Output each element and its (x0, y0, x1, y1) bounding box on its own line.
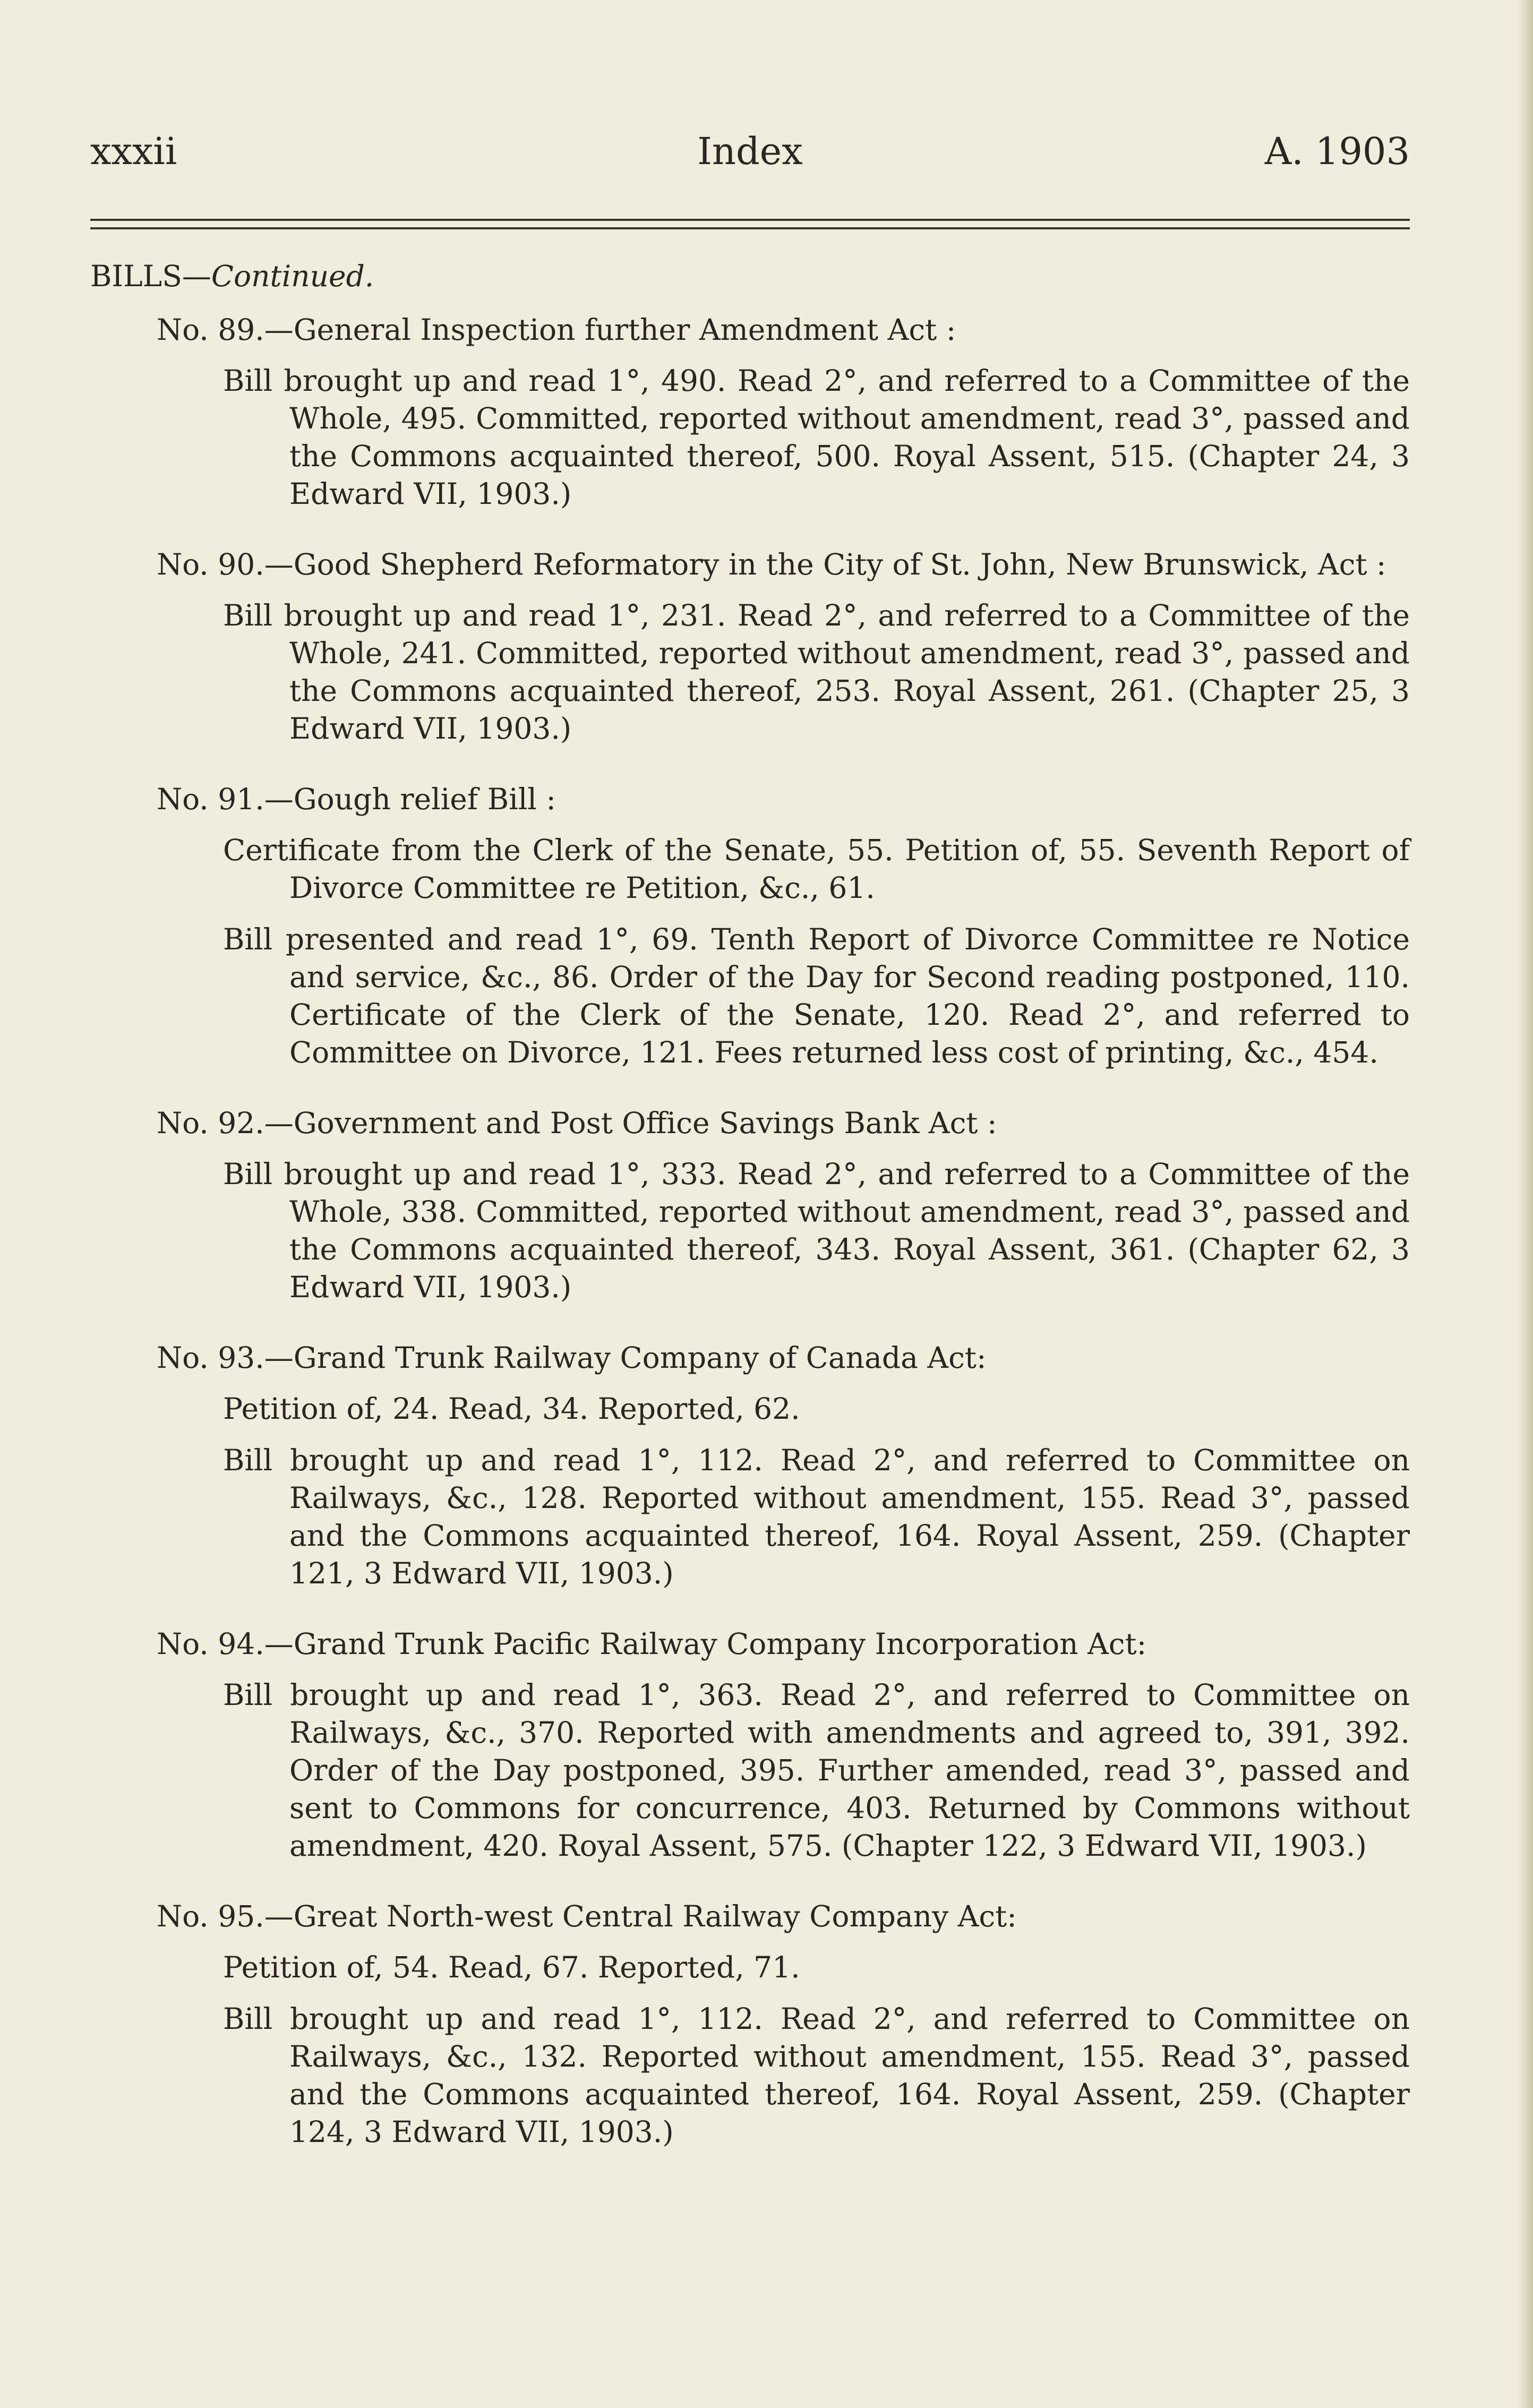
index-entry (90, 1898, 1410, 2151)
index-entry (90, 1339, 1410, 1592)
index-entry (90, 781, 1410, 1072)
header-title: Index (697, 130, 803, 173)
entry-paragraph: Bill brought up and read 1°, 363. Read 2°, and referred to Committee on Railways, &c., 370. Reported with amendments and agreed to, 391, 392. Order of the Day postponed, 395. Further amended, read 3°, passed and sent to Commons for concurrence, 403. Returned by Commons without amendment, 420. Royal Assent, 575. (Chapter 122, 3 Edward VII, 1903.) (223, 1678, 1410, 1863)
entry-paragraph: Bill brought up and read 1°, 112. Read 2°, and referred to Committee on Railways, &c., 128. Reported without amendment, 155. Read 3°, passed and the Commons acquainted thereof, 164. Royal Assent, 259. (Chapter 121, 3 Edward VII, 1903.) (223, 1443, 1410, 1590)
entry-paragraph: Bill brought up and read 1°, 333. Read 2°, and referred to a Committee of the Whole, 338. Committed, reported without amendment, read 3°, passed and the Commons acquainted thereof, 343. Royal Assent, 361. (Chapter 62, 3 Edward VII, 1903.) (223, 1157, 1410, 1304)
entry-heading: No. 90.—Good Shepherd Reformatory in the City of St. John, New Brunswick, Act : (157, 547, 1386, 581)
entry-heading: No. 92.—Government and Post Office Savings Bank Act : (157, 1106, 997, 1140)
header-year: A. 1903 (1264, 130, 1410, 173)
header-rule-top (90, 219, 1410, 221)
running-header (90, 127, 1410, 175)
index-entry (90, 1104, 1410, 1306)
entry-heading: No. 89.—General Inspection further Amendment Act : (157, 313, 956, 347)
page-number: xxxii (90, 130, 177, 173)
index-entry (90, 546, 1410, 748)
section-title (90, 258, 1410, 295)
section-title-continued: Continued. (211, 259, 374, 293)
entry-paragraph: Petition of, 24. Read, 34. Reported, 62. (223, 1392, 800, 1426)
entry-paragraph: Bill brought up and read 1°, 231. Read 2°, and referred to a Committee of the Whole, 241. Committed, reported without amendment, read 3°, passed and the Commons acquainted thereof, 253. Royal Assent, 261. (Chapter 25, 3 Edward VII, 1903.) (223, 598, 1410, 745)
index-entry (90, 1625, 1410, 1865)
page-gutter-shadow (1517, 0, 1533, 2408)
header-rule-bottom (90, 227, 1410, 229)
index-entry (90, 311, 1410, 513)
index-content (90, 258, 1410, 2165)
entry-heading: No. 93.—Grand Trunk Railway Company of Canada Act: (157, 1341, 987, 1375)
entry-paragraph: Bill brought up and read 1°, 112. Read 2°, and referred to Committee on Railways, &c., 132. Reported without amendment, 155. Read 3°, passed and the Commons acquainted thereof, 164. Royal Assent, 259. (Chapter 124, 3 Edward VII, 1903.) (223, 2002, 1410, 2149)
entry-paragraph: Certificate from the Clerk of the Senate, 55. Petition of, 55. Seventh Report of Divorce Committee re Petition, &c., 61. (223, 833, 1410, 905)
entry-heading: No. 91.—Gough relief Bill : (157, 782, 556, 816)
entry-paragraph: Petition of, 54. Read, 67. Reported, 71. (223, 1950, 800, 1984)
entry-heading: No. 94.—Grand Trunk Pacific Railway Company Incorporation Act: (157, 1627, 1147, 1661)
section-title-main: BILLS— (90, 259, 211, 293)
entry-heading: No. 95.—Great North-west Central Railway Company Act: (157, 1899, 1017, 1933)
entry-paragraph: Bill brought up and read 1°, 490. Read 2°, and referred to a Committee of the Whole, 495. Committed, reported without amendment, read 3°, passed and the Commons acquainted thereof, 500. Royal Assent, 515. (Chapter 24, 3 Edward VII, 1903.) (223, 364, 1410, 511)
entry-paragraph: Bill presented and read 1°, 69. Tenth Report of Divorce Committee re Notice and service, &c., 86. Order of the Day for Second reading postponed, 110. Certificate of the Clerk of the Senate, 120. Read 2°, and referred to Committee on Divorce, 121. Fees returned less cost of printing, &c., 454. (223, 922, 1410, 1069)
